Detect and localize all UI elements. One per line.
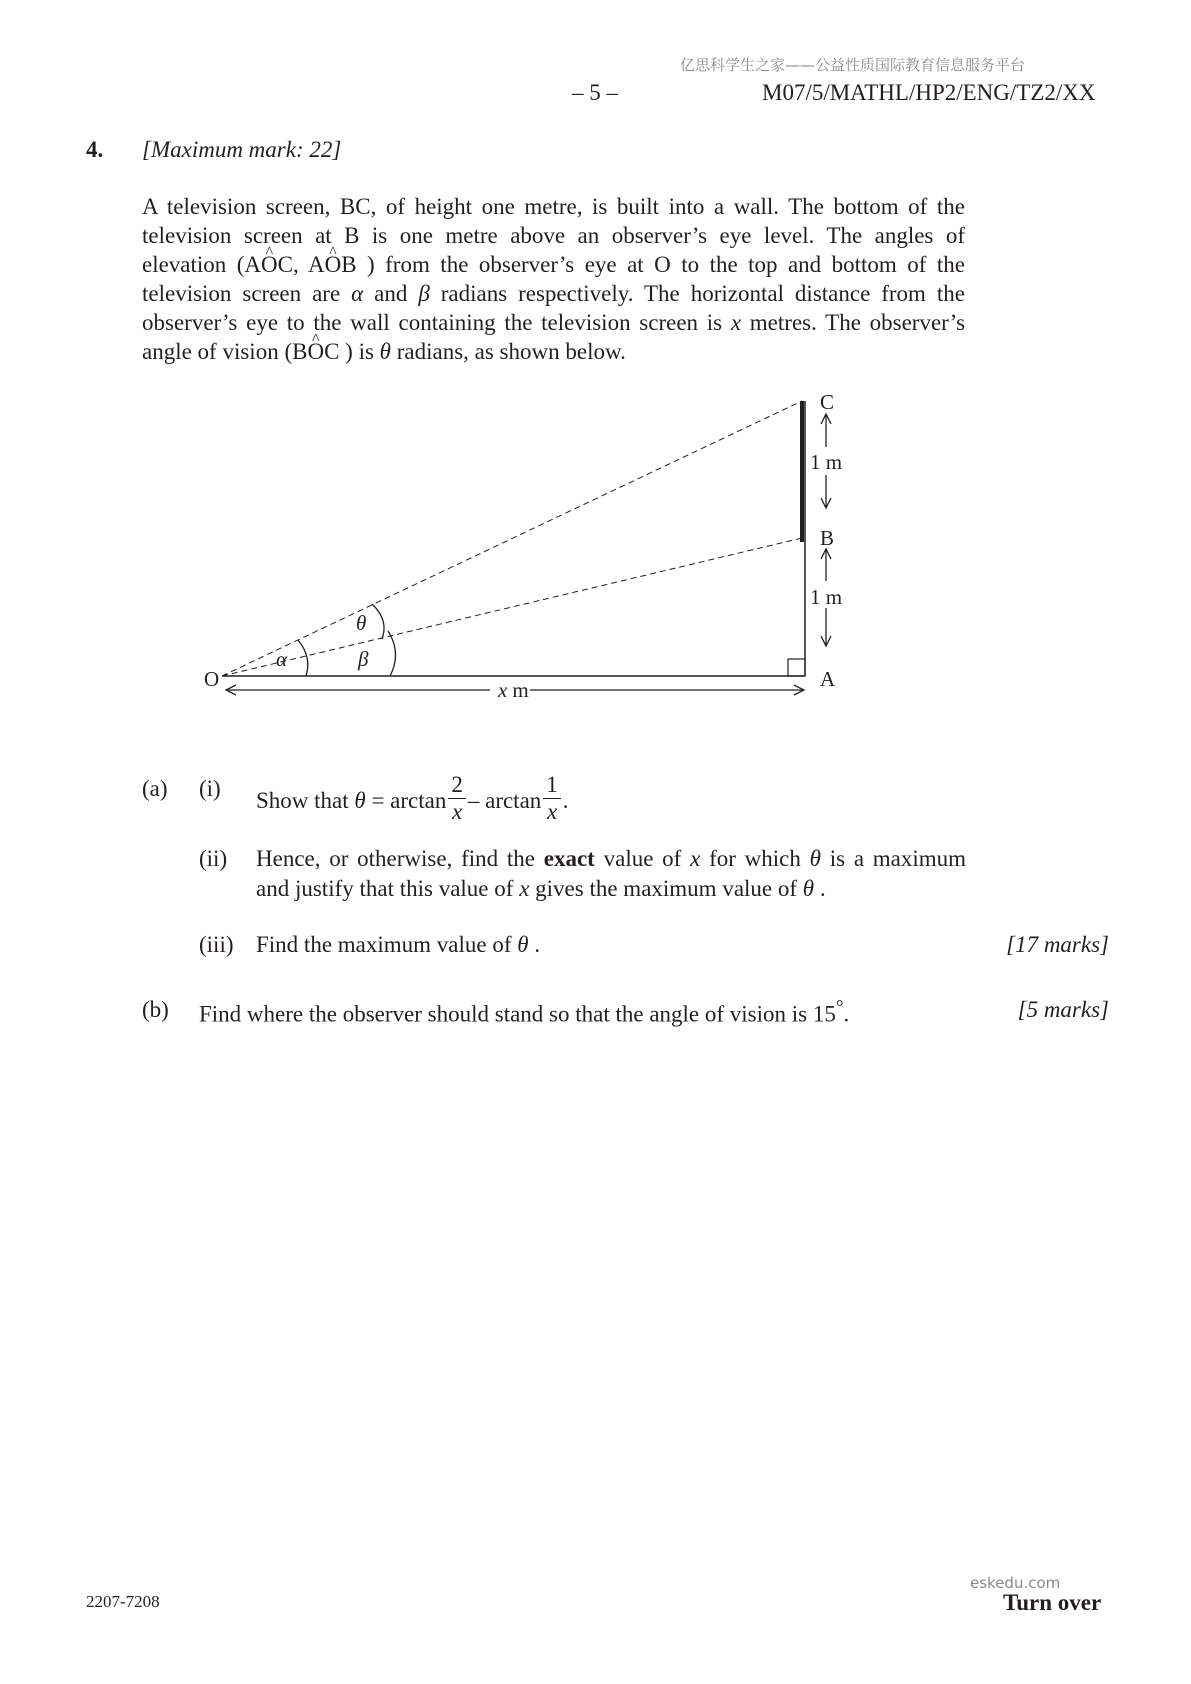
arc-theta xyxy=(372,604,384,639)
part-a-label: (a) xyxy=(142,776,168,801)
paragraph-line-2: television screen at B is one metre above an observer’s eye level. The angles of xyxy=(142,223,965,248)
label-x-length: x m xyxy=(498,678,529,702)
fraction-1-over-x: $\frac{1}{x}$ xyxy=(543,772,561,825)
part-b-text: Find where the observer should stand so that the angle of vision is 15°. xyxy=(199,997,850,1027)
arc-beta xyxy=(388,631,396,676)
part-ii-label: (ii) xyxy=(199,846,228,871)
turn-over: Turn over xyxy=(1003,1590,1102,1615)
part-ii-line-1: Hence, or otherwise, find the exact value of x for which θ is a maximum xyxy=(256,846,967,871)
label-b: B xyxy=(820,526,835,550)
paragraph-line-4: television screen are α and β radians respectively. The horizontal distance from the xyxy=(142,281,965,306)
sightline-oc xyxy=(222,401,802,676)
part-b-label: (b) xyxy=(142,997,169,1022)
label-theta: θ xyxy=(356,611,367,635)
part-i-text: Show that θ = arctan $\frac{2}{x}$ – arctan $\frac{1}{x}$ . xyxy=(256,772,569,824)
footer-code: 2207-7208 xyxy=(86,1592,160,1611)
paper-code: M07/5/MATHL/HP2/ENG/TZ2/XX xyxy=(762,80,1096,105)
part-i-label: (i) xyxy=(199,776,221,801)
right-angle-mark xyxy=(788,659,805,676)
max-mark: [Maximum mark: 22] xyxy=(142,137,342,162)
label-o: O xyxy=(204,667,220,691)
question-paragraph xyxy=(142,192,965,366)
paragraph-line-5: observer’s eye to the wall containing the television screen is x metres. The observer’s xyxy=(142,310,966,335)
question-number: 4. xyxy=(86,137,104,162)
fraction-2-over-x: $\frac{2}{x}$ xyxy=(448,772,466,825)
arc-alpha xyxy=(298,640,308,676)
label-alpha: α xyxy=(276,647,288,671)
sightline-ob xyxy=(222,538,802,676)
part-ii-line-2: and justify that this value of x gives the maximum value of θ . xyxy=(256,876,826,901)
paragraph-line-1: A television screen, BC, of height one metre, is built into a wall. The bottom of the xyxy=(142,194,965,219)
part-iii-label: (iii) xyxy=(199,932,234,957)
label-c: C xyxy=(820,390,835,414)
label-ab-length: 1 m xyxy=(810,585,843,609)
paragraph-line-6: angle of vision (B^ OC ) is θ radians, as shown below. xyxy=(142,337,965,366)
part-b-marks: [5 marks] xyxy=(1017,997,1109,1022)
page-number: – 5 – xyxy=(572,80,618,105)
part-a-marks: [17 marks] xyxy=(1006,932,1109,957)
part-iii-text: Find the maximum value of θ . xyxy=(256,932,541,957)
triangle-diagram xyxy=(190,385,870,715)
header-watermark: 亿思科学生之家——公益性质国际教育信息服务平台 xyxy=(680,56,1026,74)
label-beta: β xyxy=(358,647,369,671)
footer-watermark: eskedu.com xyxy=(970,1574,1061,1592)
label-bc-length: 1 m xyxy=(810,450,843,474)
paragraph-line-3: elevation (A^ OC, A^ OB ) from the observer’s eye at O to the top and bottom of the xyxy=(142,250,965,279)
label-a: A xyxy=(820,667,836,691)
